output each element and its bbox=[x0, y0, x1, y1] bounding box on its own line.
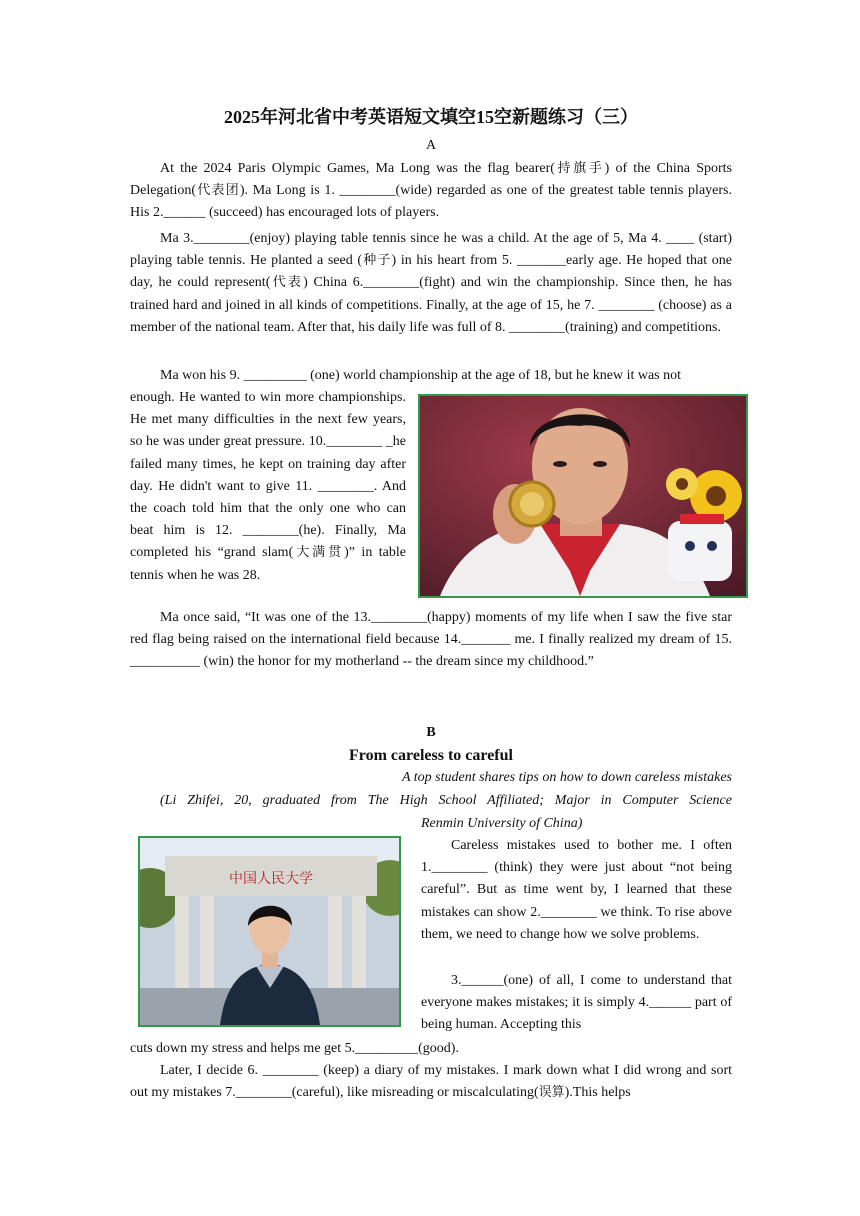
section-a-paragraph-3-wrap bbox=[130, 387, 406, 587]
section-b-byline-2: Renmin University of China) bbox=[421, 816, 583, 831]
text-run: Later, I decide 6. ________ (keep) a diary of my mistakes. I mark down what I did wrong and sort out my mistakes 7.________(careful), like misreading or miscalculating( bbox=[130, 1063, 732, 1101]
section-a-paragraph-3-line-1: Ma won his 9. _________ (one) world championship at the age of 18, but he knew it was not bbox=[160, 368, 682, 383]
text-run: ) in his heart from 5. _______early age. He hoped that one day, he could represent( bbox=[130, 253, 732, 291]
section-a-paragraph-4: Ma once said, “It was one of the 13.________(happy) moments of my life when I saw the five star red flag being raised on the international field because 14._______ me. I finally realized my dream of 15. __________ (win) the honor for my motherland -- the dream since my childhood.” bbox=[130, 610, 732, 670]
text-run: ).This helps bbox=[564, 1085, 631, 1101]
ma-long-medal-photo bbox=[418, 394, 748, 598]
section-a-paragraph-2 bbox=[130, 228, 732, 339]
section-a-label: A bbox=[425, 138, 437, 153]
section-a-paragraph-1 bbox=[130, 158, 732, 225]
section-b-paragraph-2-tail: cuts down my stress and helps me get 5._________(good). bbox=[130, 1041, 459, 1056]
section-b-label: B bbox=[426, 725, 436, 740]
text-run: ) China 6.________(fight) and win the championship. Since then, he has trained hard and joined in all kinds of competitions. Finally, at the age of 15, he 7. ________ (choose) as a member of the national team. After that, his daily life was full of 8. ________(training) and competitions. bbox=[130, 275, 732, 335]
text-run: ) of the China Sports Delegation( bbox=[130, 161, 732, 199]
chinese-gloss: 代表 bbox=[270, 275, 304, 291]
text-run: At the 2024 Paris Olympic Games, Ma Long was the flag bearer( bbox=[160, 161, 555, 176]
text-run: )” in table tennis when he was 28. bbox=[130, 545, 406, 583]
section-b-byline-1: (Li Zhifei, 20, graduated from The High School Affiliated; Major in Computer Science bbox=[160, 793, 732, 808]
section-b-paragraph-3 bbox=[130, 1060, 732, 1104]
section-b-heading: From careless to careful bbox=[349, 747, 513, 764]
student-university-gate-photo bbox=[138, 836, 401, 1027]
text-run: ). Ma Long is 1. ________(wide) regarded as one of the greatest table tennis players. His 2.______ (succeed) has encouraged lots of players. bbox=[130, 183, 732, 221]
chinese-gloss: 持旗手 bbox=[554, 161, 605, 176]
section-b-subtitle: A top student shares tips on how to down careless mistakes bbox=[401, 770, 732, 785]
chinese-gloss: 大满贯 bbox=[293, 545, 345, 561]
section-b-paragraph-1: Careless mistakes used to bother me. I often 1.________ (think) they were just about “not being careful”. But as time went by, I learned that these mistakes can show 2.________ we think. To rise above them, we need to change how we solve problems. bbox=[421, 838, 732, 942]
gate-sign: 中国人民大学 bbox=[229, 871, 313, 887]
chinese-gloss: 代表团 bbox=[196, 183, 240, 199]
section-b-paragraph-2-wrap: 3.______(one) of all, I come to understand that everyone makes mistakes; it is simply 4.______ part of being human. Accepting this bbox=[421, 973, 732, 1033]
chinese-gloss: 种子 bbox=[362, 253, 392, 269]
chinese-gloss: 误算 bbox=[538, 1085, 565, 1101]
ma-long-photo-illustration bbox=[420, 396, 746, 596]
text-run: enough. He wanted to win more championships. He met many difficulties in the next few years, so he was under great pressure. 10.________ _he failed many times, he kept on training day after day. He didn't want to give 11. ________. And the coach told him that the only one who can beat him is 12. ________(he). Finally, Ma completed his “grand slam( bbox=[130, 390, 406, 561]
page-title: 2025年河北省中考英语短文填空15空新题练习（三） bbox=[224, 107, 638, 127]
student-photo-illustration bbox=[140, 838, 399, 1025]
text-run: Ma 3.________(enjoy) playing table tennis since he was a child. At the age of 5, Ma 4. ____ (start) playing table tennis. He planted a seed ( bbox=[130, 231, 732, 269]
